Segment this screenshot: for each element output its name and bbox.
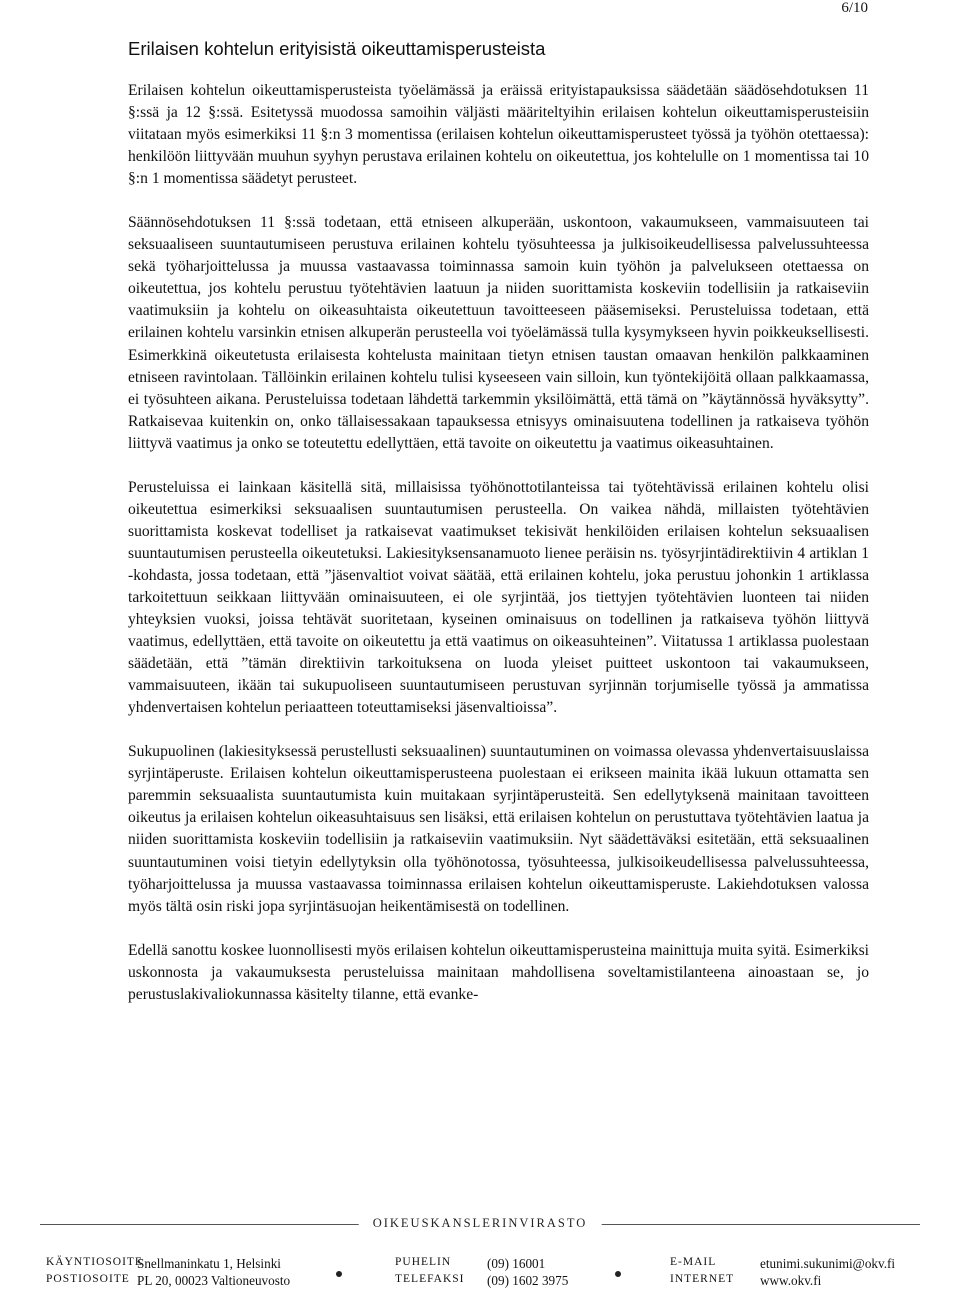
fax-value: (09) 1602 3975	[487, 1273, 569, 1288]
separator-dot-icon	[615, 1271, 621, 1277]
phone-label: PUHELIN	[395, 1256, 452, 1268]
paragraph: Edellä sanottu koskee luonnollisesti myös erilaisen kohtelun oikeuttamisperusteina mainittuja muita syitä. Esimerkiksi uskonnosta ja vakaumuksesta perusteluissa mainitaan mahdollisena soveltamistilanteena ainoastaan se, jo perustuslakivaliokunnassa käsitelty tilanne, että evanke-	[128, 941, 869, 1003]
page-number: 6/10	[841, 0, 868, 16]
document-body	[128, 80, 869, 1028]
separator-dot-icon	[336, 1271, 342, 1277]
section-heading: Erilaisen kohtelun erityisistä oikeuttamisperusteista	[128, 38, 546, 59]
fax-label: TELEFAKSI	[395, 1273, 465, 1285]
paragraph: Sukupuolinen (lakiesityksessä perustellusti seksuaalinen) suuntautuminen on voimassa olevassa yhdenvertaisuuslaissa syrjintäperuste. Erilaisen kohtelun oikeuttamisperusteena puolestaan ei erikseen mainita ikää lukuun ottamatta sen paremmin seksuaalista suuntautumista kuin muitakaan syrjintäperusteitä. Sen edellytyksenä mainitaan tavoitteen oikeutus ja erilaisen kohtelun oikeasuhtaisuus sen lisäksi, että erilaisen kohtelun on perustuttava työtehtävien laatua ja niiden suorittamista koskeviin todellisiin ja ratkaiseviin vaatimuksiin. Nyt säädettäväksi esitetään, että seksuaalinen suuntautuminen voisi tietyin edellytyksin olla työhönotossa, työsuhteessa, julkisoikeudellisessa palvelussuhteessa, työharjoittelussa ja muussa vastaavassa toiminnassa erilaisen kohtelun oikeuttamisperuste. Lakiehdotuksen valossa myös tältä osin riski jopa syrjintäsuojan heikentämisestä on todellinen.	[128, 743, 869, 915]
visit-address-value: Snellmaninkatu 1, Helsinki	[137, 1256, 281, 1271]
visit-address-label: KÄYNTIOSOITE	[46, 1256, 143, 1268]
footer-organization	[359, 1214, 602, 1232]
email-label: E-MAIL	[670, 1256, 717, 1268]
postal-address-label: POSTIOSOITE	[46, 1273, 130, 1285]
internet-value: www.okv.fi	[760, 1273, 822, 1288]
phone-value: (09) 16001	[487, 1256, 546, 1271]
email-value: etunimi.sukunimi@okv.fi	[760, 1256, 896, 1271]
paragraph: Erilaisen kohtelun oikeuttamisperusteista työelämässä ja eräissä erityistapauksissa säädetään säädösehdotuksen 11 §:ssä ja 12 §:ssä. Esitetyssä muodossa samoihin väljästi määriteltyihin erilaisen kohtelun oikeuttamisperusteisiin viitataan myös esimerkiksi 11 §:n 3 momentissa (erilaisen kohtelun oikeuttamisperusteet työssä ja työhön otettaessa): henkilöön liittyvään muuhun syyhyn perustava erilainen kohtelu on oikeutettua, jos kohtelulle on 1 momentissa tai 10 §:n 1 momentissa säädetyt perusteet.	[128, 82, 869, 188]
organization-name: OIKEUSKANSLERINVIRASTO	[372, 1216, 588, 1230]
internet-label: INTERNET	[670, 1273, 735, 1285]
paragraph: Säännösehdotuksen 11 §:ssä todetaan, että etniseen alkuperään, uskontoon, vakaumukseen, vammaisuuteen tai seksuaaliseen suuntautumiseen perustuva erilainen kohtelu työsuhteessa ja julkisoikeudellisessa palvelussuhteessa sekä työharjoittelussa ja muussa vastaavassa toiminnassa samoin kuin työhön ja palvelukseen otettaessa on oikeutettua, jos kohtelu perustuu työtehtävien laatuun ja niiden suorittamista koskeviin todellisiin ja ratkaiseviin vaatimuksiin ja kohtelu on oikeasuhtaista oikeutettuun tavoitteeseen pääsemiseksi. Perusteluissa todetaan, että erilainen kohtelu varsinkin etnisen alkuperän perusteella voi työelämässä tulla kysymykseen hyvin poikkeuksellisesti. Esimerkkinä oikeutetusta erilaisesta kohtelusta mainitaan tietyn etnisen taustan omaavan henkilön palkkaaminen etniseen ravintolaan. Tällöinkin erilainen kohtelu tulisi kyseeseen vain silloin, kun työntekijöitä ollaan palkkaamassa, ei työsuhteen aikana. Perusteluissa todetaan lähdettä tarkemmin yksilöimättä, että tämä on ”käytännössä hyväksytty”. Ratkaisevaa kuitenkin on, onko tällaisessakaan tapauksessa etnisyys ominaisuutena todellinen ja ratkaiseva työhön liittyvä vaatimus ja onko se toteutettu edellyttäen, että tavoite on oikeutettu ja vaatimus oikeasuhtainen.	[128, 214, 869, 452]
paragraph: Perusteluissa ei lainkaan käsitellä sitä, millaisissa työhönottotilanteissa tai työtehtävissä erilainen kohtelu olisi oikeutettua esimerkiksi seksuaalisen suuntautumisen perusteella. On vaikea nähdä, millaisten työtehtävien suorittamista koskevat todelliset ja ratkaisevat vaatimukset tekisivät henkilöiden erilaisen kohtelun seksuaalisen suuntautumisen perusteella oikeutetuksi. Lakiesityksensanamuoto lienee peräisin ns. työsyrjintädirektiivin 4 artiklan 1 -kohdasta, jossa todetaan, että ”jäsenvaltiot voivat säätää, että erilainen kohtelu, joka perustuu johonkin 1 artiklassa tarkoitettuun seikkaan liittyvään ominaisuuteen, ei ole syrjintää, jos tiettyjen työtehtävien luonteen tai niiden yhteyksien vuoksi, joissa tehtävät suoritetaan, kyseinen ominaisuus on todellinen ja ratkaiseva työhön liittyvä vaatimus, edellyttäen, että tavoite on oikeutettu ja että vaatimus on oikeasuhteinen”. Viitatussa 1 artiklassa puolestaan säädetään, että ”tämän direktiivin tarkoituksena on luoda yleiset puitteet uskontoon tai vakaumukseen, vammaisuuteen, ikään tai sukupuoliseen suuntautumiseen perustuvan syrjinnän torjumiselle työssä ja ammatissa yhdenvertaisen kohtelun periaatteen toteuttamiseksi jäsenvaltioissa”.	[128, 478, 869, 717]
postal-address-value: PL 20, 00023 Valtioneuvosto	[137, 1273, 291, 1288]
